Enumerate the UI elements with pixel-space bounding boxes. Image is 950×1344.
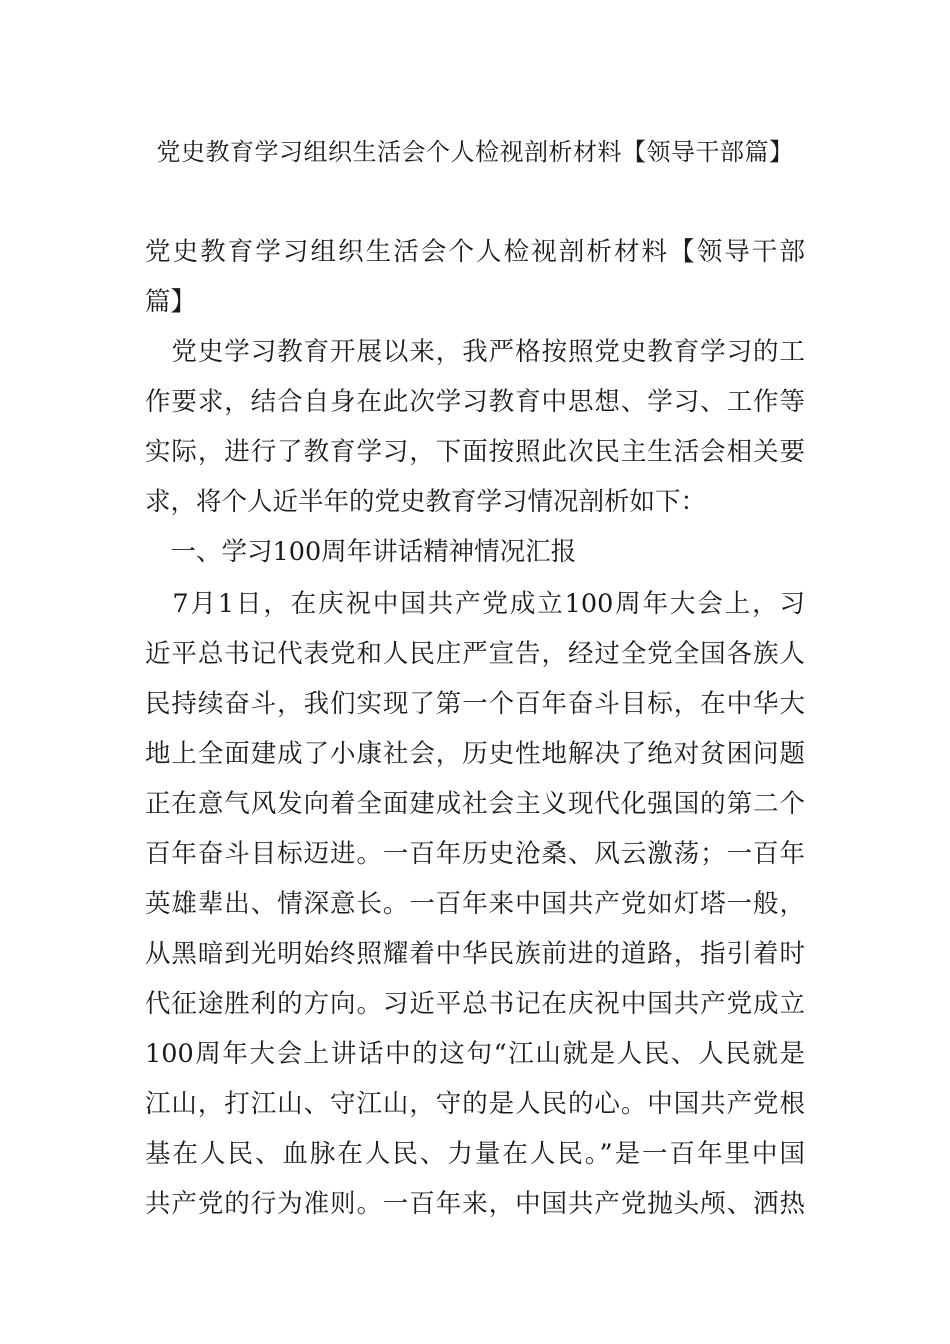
paragraph-line: 基在人民、血脉在人民、力量在人民。”是一百年里中国 xyxy=(145,1139,805,1169)
paragraph-line: 代征途胜利的方向。习近平总书记在庆祝中国共产党成立 xyxy=(145,989,805,1019)
paragraph-line: 党史学习教育开展以来，我严格按照党史教育学习的工 xyxy=(145,337,805,367)
paragraph-line: 民持续奋斗，我们实现了第一个百年奋斗目标，在中华大 xyxy=(145,689,805,719)
heading-line-1: 党史教育学习组织生活会个人检视剖析材料【领导干部 xyxy=(145,237,805,267)
paragraph-line: 共产党的行为准则。一百年来，中国共产党抛头颅、洒热 xyxy=(145,1189,805,1219)
paragraph-line: 7月1日，在庆祝中国共产党成立100周年大会上，习 xyxy=(145,589,805,619)
paragraph-line: 百年奋斗目标迈进。一百年历史沧桑、风云激荡；一百年 xyxy=(145,839,805,869)
paragraph-line: 正在意气风发向着全面建成社会主义现代化强国的第二个 xyxy=(145,789,805,819)
heading-line-2: 篇】 xyxy=(145,287,197,317)
document-title: 党史教育学习组织生活会个人检视剖析材料【领导干部篇】 xyxy=(156,138,794,166)
paragraph-line: 作要求，结合自身在此次学习教育中思想、学习、工作等 xyxy=(145,387,805,417)
paragraph-line: 从黑暗到光明始终照耀着中华民族前进的道路，指引着时 xyxy=(145,939,805,969)
paragraph-line: 近平总书记代表党和人民庄严宣告，经过全党全国各族人 xyxy=(145,639,805,669)
paragraph-line: 英雄辈出、情深意长。一百年来中国共产党如灯塔一般， xyxy=(145,889,805,919)
paragraph-line: 地上全面建成了小康社会，历史性地解决了绝对贫困问题 xyxy=(145,739,805,769)
section-heading: 一、学习100周年讲话精神情况汇报 xyxy=(145,537,577,567)
paragraph-line: 江山，打江山、守江山，守的是人民的心。中国共产党根 xyxy=(145,1089,805,1119)
paragraph-line: 实际，进行了教育学习，下面按照此次民主生活会相关要 xyxy=(145,437,805,467)
paragraph-line: 100周年大会上讲话中的这句“江山就是人民、人民就是 xyxy=(145,1039,805,1069)
paragraph-line: 求，将个人近半年的党史教育学习情况剖析如下： xyxy=(145,487,707,517)
